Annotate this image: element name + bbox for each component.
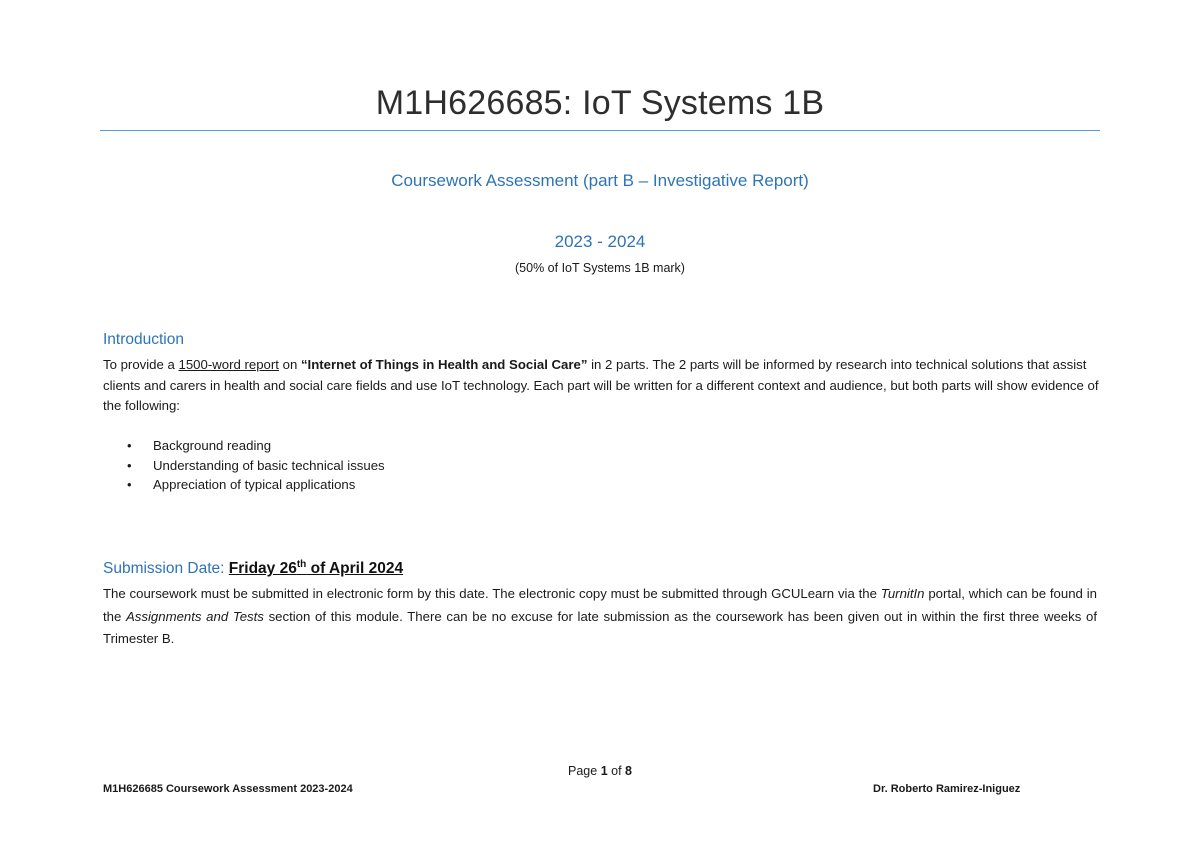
- intro-text-2: on: [278, 357, 301, 372]
- submission-date-month: of April 2024: [306, 560, 404, 577]
- evidence-bullet-list: [127, 436, 385, 495]
- submission-date-day: Friday 26: [228, 560, 297, 577]
- submission-heading: [103, 560, 403, 578]
- document-title: M1H626685: IoT Systems 1B: [375, 84, 825, 122]
- submission-portal-name: TurnitIn: [880, 586, 925, 601]
- mark-weight-note: (50% of IoT Systems 1B mark): [515, 261, 685, 275]
- footer-document-name: M1H626685 Coursework Assessment 2023-2024: [103, 783, 353, 795]
- page-current: 1: [600, 764, 608, 778]
- submission-date: [229, 560, 403, 577]
- submission-section-name: Assignments and Tests: [126, 608, 264, 624]
- page-prefix: Page: [568, 764, 601, 778]
- page-mid: of: [607, 764, 626, 778]
- bullet-icon: •: [127, 457, 132, 473]
- intro-text-3: in 2 parts. The 2 parts will be informed by research into technical solutions that assist clients and carers in health and social care fields and use IoT technology. Each part will be written for a different context and audience, but both parts will show evidence of the following:: [103, 357, 1099, 413]
- list-item-text: Background reading: [153, 438, 272, 453]
- introduction-paragraph: [103, 355, 1103, 417]
- list-item-text: Appreciation of typical applications: [153, 477, 356, 492]
- submission-text-2: portal, which can be found in the: [103, 586, 1097, 624]
- intro-text-1: To provide a: [103, 357, 179, 372]
- academic-year: 2023 - 2024: [554, 232, 646, 251]
- intro-report-topic: “Internet of Things in Health and Social Care”: [300, 357, 588, 372]
- bullet-icon: •: [127, 477, 132, 492]
- page-number: [0, 764, 1200, 778]
- page-total: 8: [625, 764, 632, 778]
- document-subtitle: Coursework Assessment (part B – Investigative Report): [391, 171, 809, 190]
- footer-author: Dr. Roberto Ramirez-Iniguez: [873, 783, 1021, 795]
- submission-label: Submission Date:: [103, 560, 229, 577]
- list-item: [127, 475, 385, 495]
- submission-paragraph: [103, 583, 1097, 651]
- title-underline-rule: [100, 130, 1100, 131]
- intro-word-count: 1500-word report: [178, 357, 279, 372]
- introduction-heading: Introduction: [103, 331, 184, 348]
- submission-text-3: section of this module. There can be no excuse for late submission as the coursework has been given out in within the first three weeks of Trimester B.: [103, 608, 1097, 646]
- bullet-icon: •: [127, 438, 132, 453]
- list-item-text: Understanding of basic technical issues: [153, 457, 385, 473]
- submission-date-suffix: th: [296, 558, 307, 570]
- list-item: [127, 436, 385, 456]
- submission-text-1: The coursework must be submitted in electronic form by this date. The electronic copy must be submitted through GCULearn via the: [103, 586, 881, 601]
- list-item: [127, 456, 385, 476]
